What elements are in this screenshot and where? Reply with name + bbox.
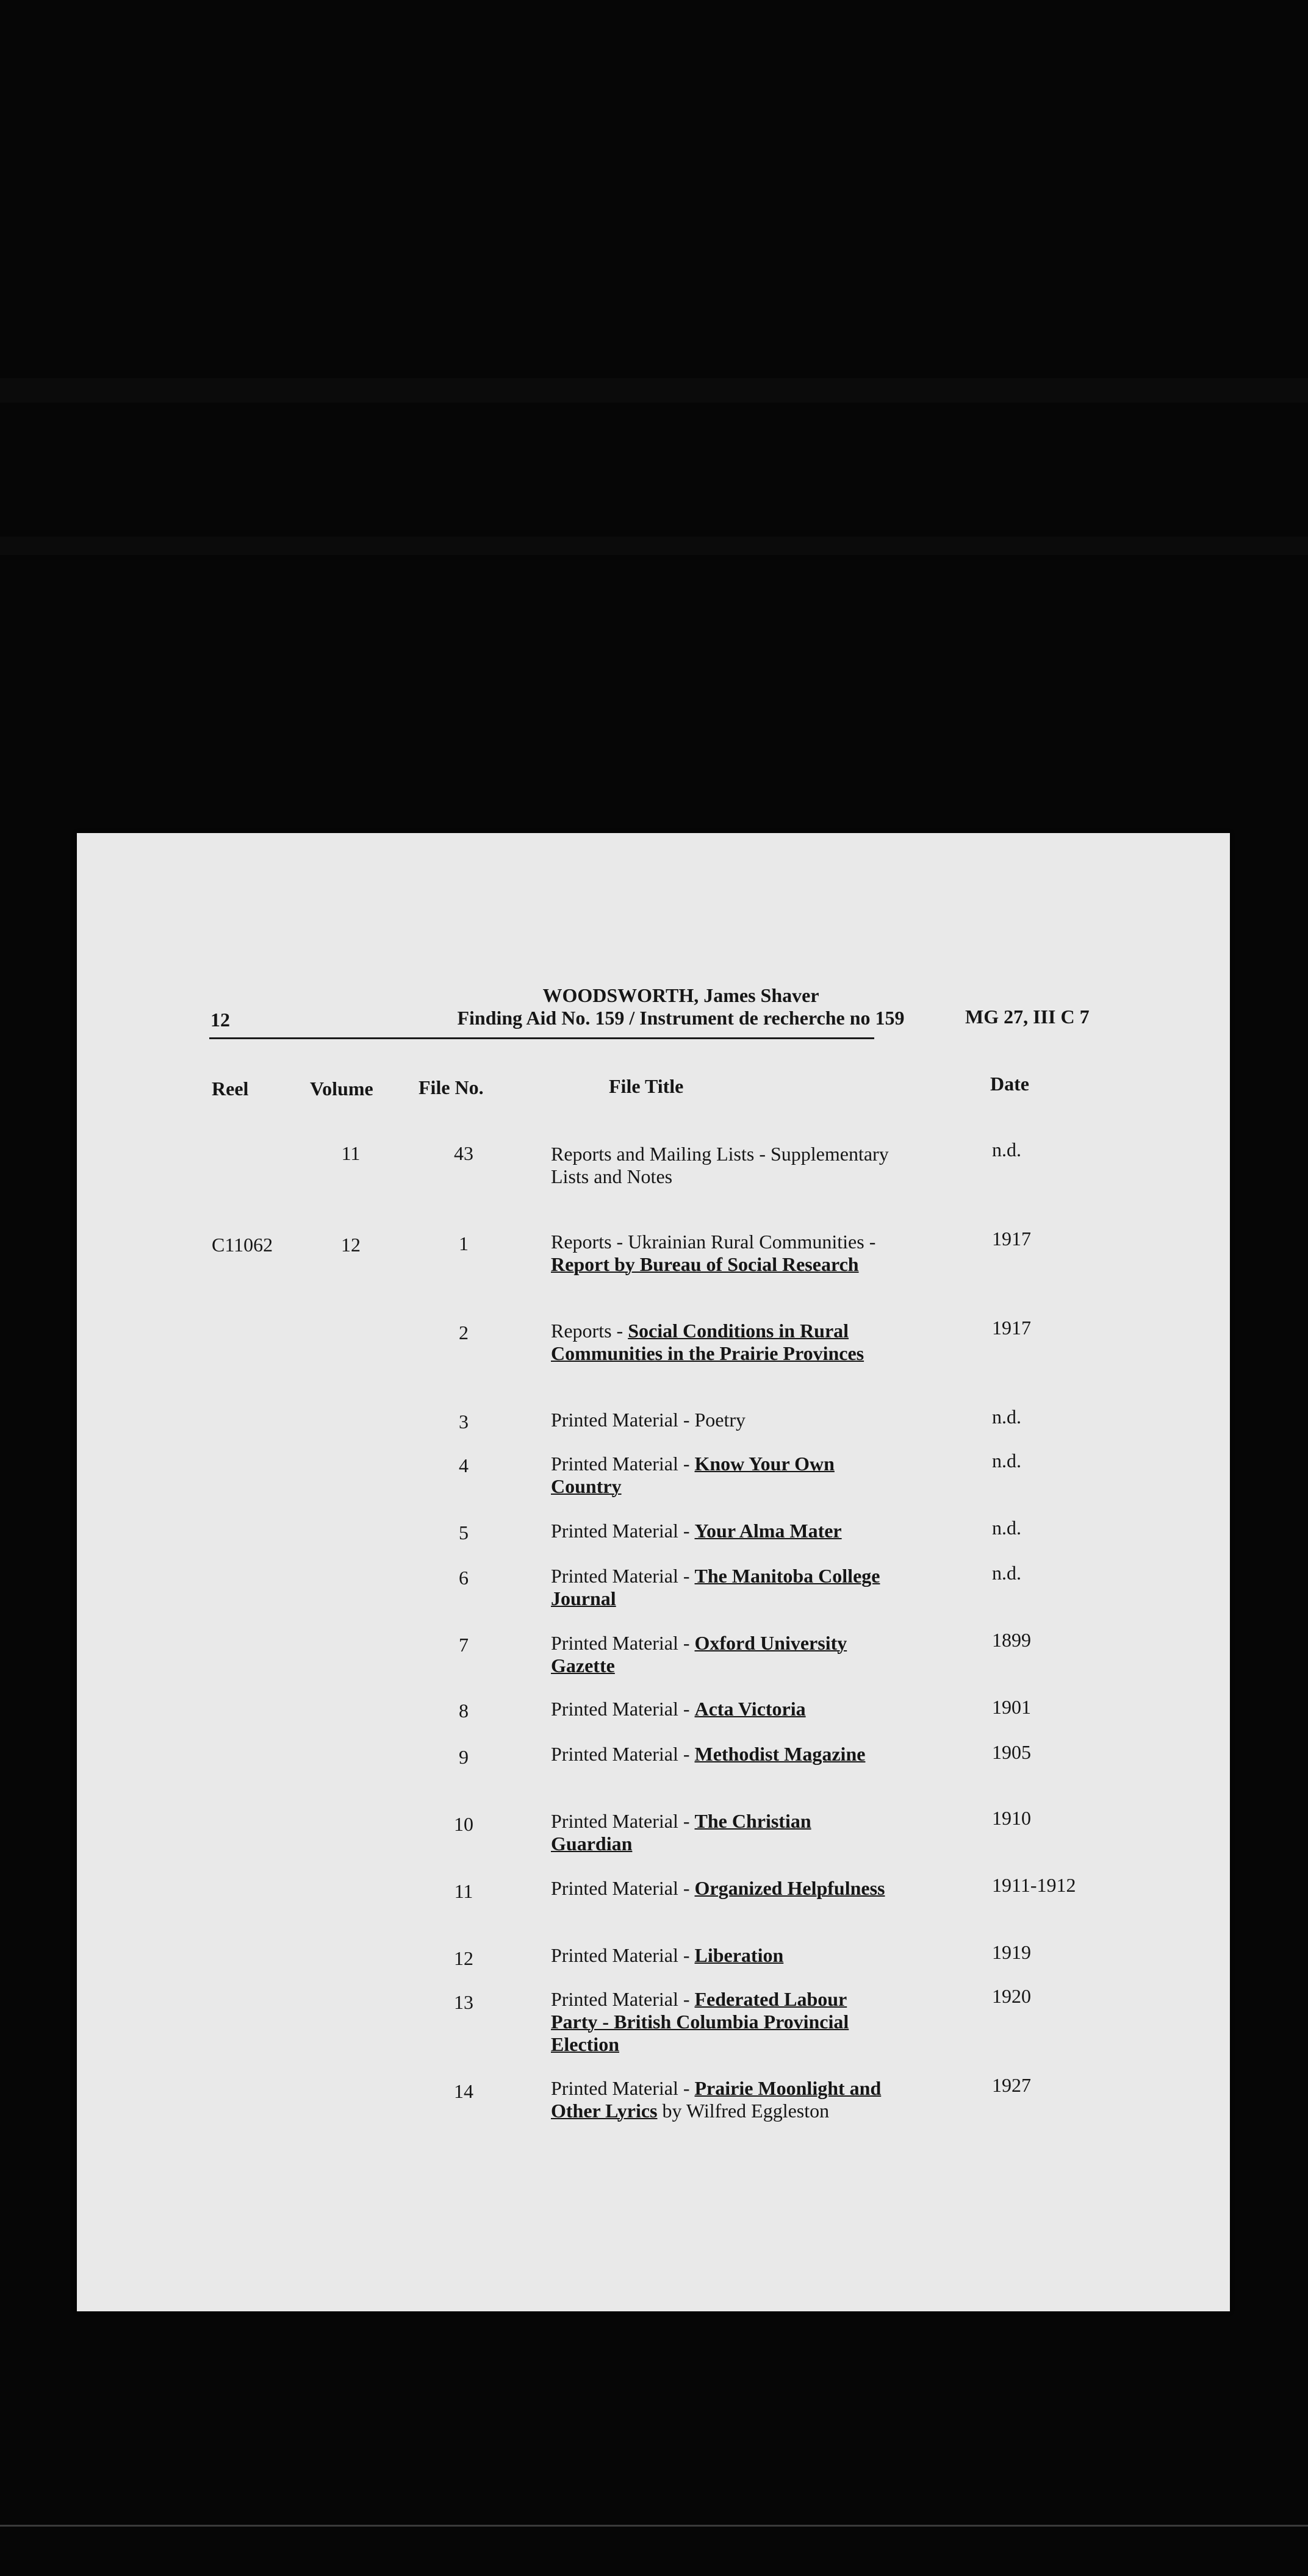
column-header-volume: Volume bbox=[310, 1078, 373, 1100]
column-header-date: Date bbox=[990, 1073, 1029, 1095]
file-title-cell bbox=[551, 1520, 893, 1542]
file-title-prefix: Printed Material - bbox=[551, 1944, 690, 1966]
file-no-cell: 4 bbox=[459, 1454, 469, 1476]
file-title-underlined: Prairie Moonlight and Other Lyrics bbox=[551, 2077, 882, 2122]
date-cell: n.d. bbox=[992, 1562, 1021, 1584]
file-title-prefix: Printed Material - Poetry bbox=[551, 1409, 746, 1431]
file-no-cell: 10 bbox=[454, 1813, 473, 1835]
date-cell: n.d. bbox=[992, 1517, 1021, 1539]
file-title-cell bbox=[551, 1877, 893, 1900]
date-cell: 1905 bbox=[992, 1741, 1031, 1763]
date-cell: n.d. bbox=[992, 1139, 1021, 1161]
file-title-underlined: Methodist Magazine bbox=[694, 1743, 866, 1765]
file-no-cell: 9 bbox=[459, 1746, 469, 1768]
page-number: 12 bbox=[210, 1009, 230, 1031]
file-title-prefix: Printed Material - bbox=[551, 2077, 690, 2099]
file-no-cell: 3 bbox=[459, 1411, 469, 1433]
date-cell: 1910 bbox=[992, 1807, 1031, 1829]
file-title-cell bbox=[551, 1565, 893, 1610]
file-title-cell bbox=[551, 1810, 893, 1855]
date-cell: 1917 bbox=[992, 1228, 1031, 1250]
file-no-cell: 14 bbox=[454, 2080, 473, 2102]
date-cell: n.d. bbox=[992, 1450, 1021, 1472]
file-title-prefix: Printed Material - bbox=[551, 1743, 690, 1765]
file-title-underlined: The Christian Guardian bbox=[551, 1810, 811, 1855]
file-title-prefix: Printed Material - bbox=[551, 1453, 690, 1475]
file-no-cell: 2 bbox=[459, 1322, 469, 1343]
file-title-prefix: Printed Material - bbox=[551, 1698, 690, 1720]
date-cell: 1911-1912 bbox=[992, 1874, 1076, 1896]
date-cell: 1920 bbox=[992, 1985, 1031, 2007]
document-page bbox=[77, 833, 1230, 2311]
file-title-prefix: Printed Material - bbox=[551, 1877, 690, 1899]
file-title-prefix: Printed Material - bbox=[551, 1632, 690, 1654]
file-title-underlined: Acta Victoria bbox=[694, 1698, 806, 1720]
file-title-prefix: Printed Material - bbox=[551, 1520, 690, 1542]
file-no-cell: 12 bbox=[454, 1947, 473, 1969]
header-rule bbox=[209, 1037, 874, 1039]
collection-name: WOODSWORTH, James Shaver bbox=[542, 984, 819, 1006]
file-title-cell bbox=[551, 1988, 893, 2056]
date-cell: 1899 bbox=[992, 1629, 1031, 1651]
file-title-underlined: Report by Bureau of Social Research bbox=[551, 1253, 859, 1275]
file-title-text: Reports and Mailing Lists - Supplementary Lists and Notes bbox=[551, 1143, 889, 1187]
file-title-cell bbox=[551, 1944, 893, 1967]
file-title-underlined: Organized Helpfulness bbox=[694, 1877, 885, 1899]
file-title-prefix: Reports - Ukrainian Rural Communities - bbox=[551, 1231, 876, 1253]
file-title-prefix: Printed Material - bbox=[551, 1810, 690, 1832]
reference-code: MG 27, III C 7 bbox=[965, 1006, 1090, 1028]
file-title-cell bbox=[551, 1320, 893, 1365]
file-title-cell bbox=[551, 2077, 893, 2122]
finding-aid-title: Finding Aid No. 159 / Instrument de recherche no 159 bbox=[457, 1007, 905, 1029]
file-no-cell: 7 bbox=[459, 1634, 469, 1656]
file-title-underlined: Your Alma Mater bbox=[694, 1520, 842, 1542]
file-title-cell bbox=[551, 1698, 893, 1720]
column-header-file-no: File No. bbox=[419, 1076, 484, 1098]
date-cell: 1927 bbox=[992, 2074, 1031, 2096]
date-cell: 1917 bbox=[992, 1317, 1031, 1339]
file-title-cell bbox=[551, 1231, 893, 1276]
file-no-cell: 11 bbox=[454, 1880, 473, 1902]
file-title-suffix: by Wilfred Eggleston bbox=[662, 2100, 830, 2122]
file-title-cell bbox=[551, 1632, 893, 1677]
file-title-underlined: Liberation bbox=[694, 1944, 784, 1966]
file-no-cell: 13 bbox=[454, 1991, 473, 2013]
file-title-cell bbox=[551, 1743, 893, 1766]
file-title-underlined: Social Conditions in Rural Communities in the Prairie Provinces bbox=[551, 1320, 864, 1364]
date-cell: 1901 bbox=[992, 1696, 1031, 1718]
file-title-underlined: Federated Labour Party - British Columbia Provincial Election bbox=[551, 1988, 849, 2055]
file-title-cell bbox=[551, 1143, 893, 1188]
scan-artifact-band bbox=[0, 537, 1308, 555]
file-title-underlined: The Manitoba College Journal bbox=[551, 1565, 880, 1609]
file-title-prefix: Printed Material - bbox=[551, 1565, 690, 1587]
file-title-underlined: Oxford University Gazette bbox=[551, 1632, 847, 1676]
date-cell: n.d. bbox=[992, 1406, 1021, 1428]
date-cell: 1919 bbox=[992, 1941, 1031, 1963]
volume-cell: 12 bbox=[341, 1234, 361, 1256]
file-no-cell: 6 bbox=[459, 1567, 469, 1589]
file-title-underlined: Know Your Own Country bbox=[551, 1453, 835, 1497]
volume-cell: 11 bbox=[341, 1142, 361, 1164]
file-no-cell: 1 bbox=[459, 1233, 469, 1254]
file-title-prefix: Printed Material - bbox=[551, 1988, 690, 2010]
scan-artifact-band bbox=[0, 378, 1308, 402]
file-no-cell: 5 bbox=[459, 1522, 469, 1544]
column-header-file-title: File Title bbox=[609, 1075, 684, 1097]
file-title-cell bbox=[551, 1453, 893, 1498]
column-header-reel: Reel bbox=[212, 1078, 249, 1100]
file-title-prefix: Reports - bbox=[551, 1320, 623, 1342]
reel-cell: C11062 bbox=[212, 1234, 273, 1256]
file-title-cell bbox=[551, 1409, 893, 1431]
file-no-cell: 8 bbox=[459, 1700, 469, 1722]
scan-edge-line bbox=[0, 2525, 1308, 2527]
file-no-cell: 43 bbox=[454, 1142, 473, 1164]
